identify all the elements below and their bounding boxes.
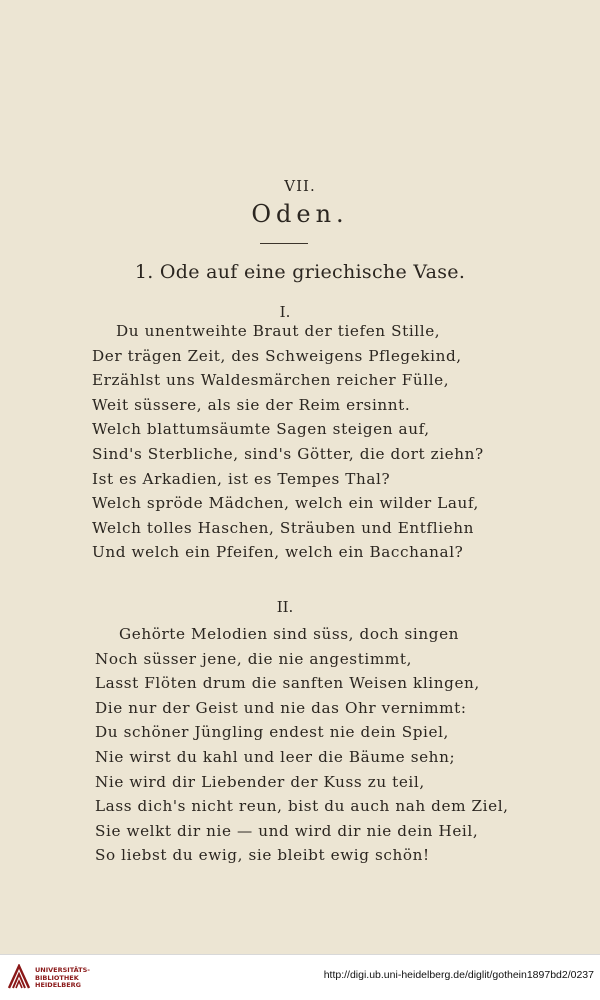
permalink-url[interactable]: http://digi.ub.uni-heidelberg.de/diglit/gothein1897bd2/0237	[323, 969, 594, 981]
stanza-2	[95, 622, 565, 868]
verse-line: Sie welkt dir nie — und wird dir nie dein Heil,	[95, 821, 479, 840]
stanza-1	[92, 319, 562, 565]
verse-line: Der trägen Zeit, des Schweigens Pflegekind,	[92, 346, 462, 365]
poem-title: 1. Ode auf eine griechische Vase.	[134, 261, 466, 283]
verse-line: Welch blattumsäumte Sagen steigen auf,	[92, 420, 430, 439]
title-divider	[260, 243, 308, 244]
verse-line: Du schöner Jüngling endest nie dein Spiel,	[95, 723, 449, 742]
verse-line: Sind's Sterbliche, sind's Götter, die dort ziehn?	[92, 444, 484, 463]
stanza-number: II.	[276, 598, 294, 616]
verse-line: Die nur der Geist und nie das Ohr vernimmt:	[95, 698, 467, 717]
verse-line: Ist es Arkadien, ist es Tempes Thal?	[92, 469, 391, 488]
verse-line: Und welch ein Pfeifen, welch ein Bacchanal?	[92, 543, 464, 562]
stanza-number: I.	[279, 303, 291, 321]
library-name-line: UNIVERSITÄTS-	[35, 966, 90, 974]
verse-line: So liebst du ewig, sie bleibt ewig schön!	[95, 846, 430, 865]
verse-line: Noch süsser jene, die nie angestimmt,	[95, 649, 412, 668]
verse-line: Welch spröde Mädchen, welch ein wilder Lauf,	[92, 494, 479, 513]
verse-line: Du unentweihte Braut der tiefen Stille,	[116, 322, 441, 340]
university-logo-icon	[7, 964, 31, 990]
library-name	[35, 967, 90, 990]
verse-line: Erzählst uns Waldesmärchen reicher Fülle,	[92, 371, 450, 390]
viewer-footer	[0, 954, 600, 1000]
chapter-title: Oden.	[251, 200, 349, 228]
verse-line: Nie wirst du kahl und leer die Bäume sehn;	[95, 747, 456, 766]
verse-line: Lasst Flöten drum die sanften Weisen klingen,	[95, 674, 480, 693]
chapter-number: VII.	[284, 177, 316, 195]
verse-line: Weit süssere, als sie der Reim ersinnt.	[92, 395, 411, 414]
verse-line: Welch tolles Haschen, Sträuben und Entfliehn	[92, 518, 474, 537]
verse-line: Lass dich's nicht reun, bist du auch nah dem Ziel,	[95, 797, 509, 816]
library-name-line: BIBLIOTHEK	[35, 973, 79, 982]
library-name-line: HEIDELBERG	[35, 981, 82, 989]
verse-line: Gehörte Melodien sind süss, doch singen	[119, 625, 460, 643]
verse-line: Nie wird dir Liebender der Kuss zu teil,	[95, 772, 425, 791]
